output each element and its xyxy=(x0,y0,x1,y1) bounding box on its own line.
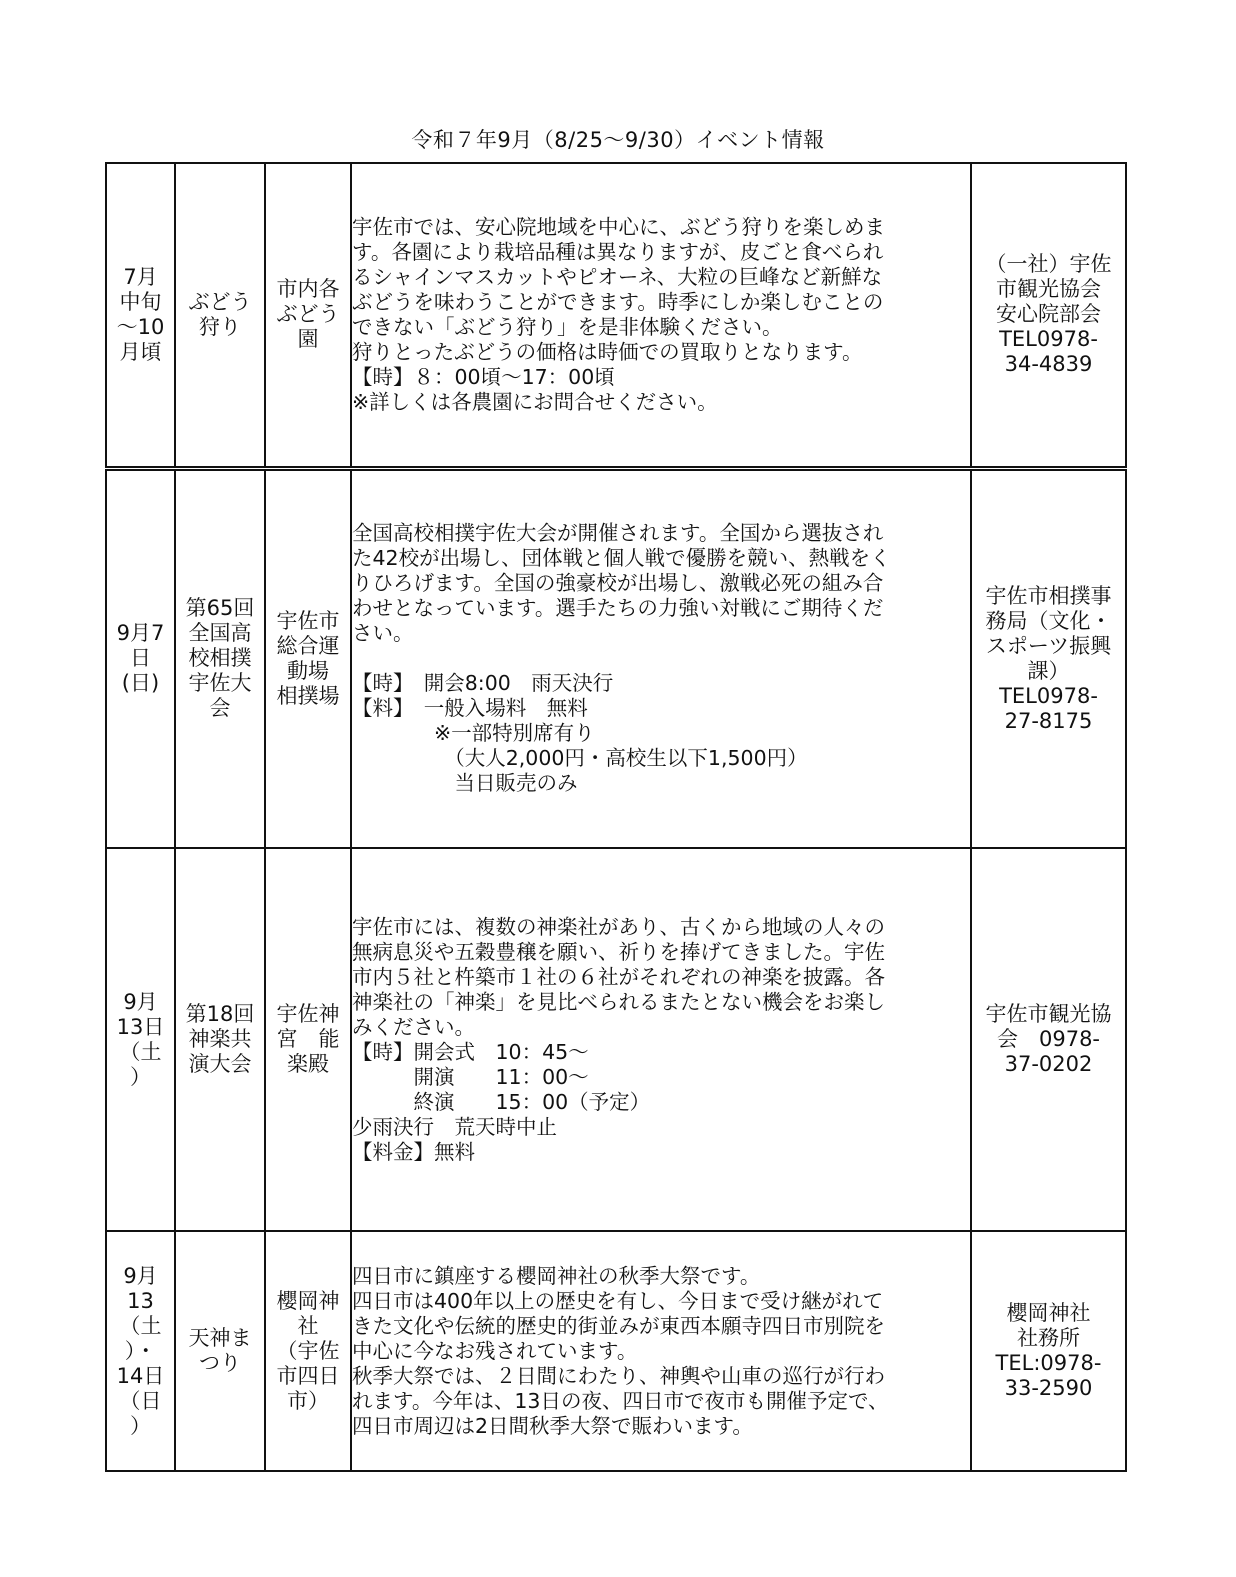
event-description-line: 終演 15：00（予定） xyxy=(352,1089,651,1114)
event-name-line: 会 xyxy=(209,696,231,721)
event-date-line: 中旬 xyxy=(119,289,162,314)
event-description-line: 無病息災や五穀豊穣を願い、祈りを捧げてきました。宇佐 xyxy=(352,939,885,964)
event-description-line: た42校が出場し、団体戦と個人戦で優勝を競い、熱戦をく xyxy=(352,546,891,571)
event-name-cell xyxy=(175,1231,265,1471)
event-description-cell xyxy=(351,848,971,1231)
event-description-line: 中心に今なお残されています。 xyxy=(352,1338,638,1363)
event-name-cell xyxy=(175,848,265,1231)
event-name-line: 校相撲 xyxy=(188,646,252,671)
event-description-line: りひろげます。全国の強豪校が出場し、激戦必死の組み合 xyxy=(352,571,884,596)
event-contact-cell xyxy=(971,163,1126,468)
event-venue-line: （宇佐 xyxy=(276,1338,340,1363)
event-name-line: 神楽共 xyxy=(188,1027,252,1051)
event-description-line: 宇佐市には、複数の神楽社があり、古くから地域の人々の xyxy=(352,914,885,939)
event-description-line: 【料】 一般入場料 無料 xyxy=(352,696,588,721)
event-description-line: す。各園により栽培品種は異なりますが、皮ごと食べられ xyxy=(352,239,884,264)
event-contact-line: 27-8175 xyxy=(1004,708,1093,733)
event-description-line: きた文化や伝統的歴史的街並みが東西本願寺四日市別院を xyxy=(352,1313,885,1338)
event-contact-line: 宇佐市相撲事 xyxy=(985,583,1112,608)
event-venue-cell xyxy=(265,468,351,848)
event-venue-line: 櫻岡神 xyxy=(276,1288,340,1313)
event-contact-line: 務局（文化・ xyxy=(985,608,1112,633)
event-date-line: 月頃 xyxy=(119,339,162,364)
event-description-line: （大人2,000円・高校生以下1,500円） xyxy=(352,746,808,771)
event-contact-cell xyxy=(971,468,1126,848)
event-contact-line: 櫻岡神社 xyxy=(1006,1301,1091,1325)
event-contact-line: 宇佐市観光協 xyxy=(985,1002,1112,1026)
event-description-line: できない「ぶどう狩り」を是非体験ください。 xyxy=(352,314,783,339)
event-description-line: 少雨決行 荒天時中止 xyxy=(352,1114,557,1139)
event-description-line: 狩りとったぶどうの価格は時価での買取りとなります。 xyxy=(352,339,863,364)
event-description-line: みください。 xyxy=(352,1014,475,1039)
event-description-line: 【時】開会式 10：45～ xyxy=(352,1039,589,1064)
event-name-cell xyxy=(175,163,265,468)
event-venue-line: 園 xyxy=(297,327,319,352)
event-date-line: 9月7 xyxy=(116,621,165,646)
event-venue-line: 市四日 xyxy=(276,1363,340,1388)
event-name-line: 第18回 xyxy=(185,1002,255,1026)
event-venue-line: 総合運 xyxy=(276,633,340,658)
event-venue-line: 市内各 xyxy=(276,277,340,302)
page-title: 令和７年9月（8/25～9/30）イベント情報 xyxy=(411,128,825,152)
event-date-cell xyxy=(106,163,175,468)
event-description-line: 四日市は400年以上の歴史を有し、今日まで受け継がれて xyxy=(352,1288,884,1313)
event-contact-line: TEL:0978- xyxy=(995,1351,1102,1375)
event-date-line: （日 xyxy=(119,1388,162,1413)
event-venue-line: 市） xyxy=(287,1388,329,1413)
event-description-line: ぶどうを味わうことができます。時季にしか楽しむことの xyxy=(352,289,884,314)
event-description-line: 秋季大祭では、２日間にわたり、神輿や山車の巡行が行わ xyxy=(352,1363,885,1388)
event-contact-line: TEL0978- xyxy=(999,683,1098,708)
event-contact-line: 課） xyxy=(1027,658,1070,683)
event-date-cell xyxy=(106,848,175,1231)
event-date-line: 13 xyxy=(127,1288,154,1313)
event-date-line: 日 xyxy=(130,646,151,671)
event-row xyxy=(106,848,1126,1231)
event-row xyxy=(106,1231,1126,1471)
event-venue-line: 相撲場 xyxy=(276,683,340,708)
event-date-cell xyxy=(106,468,175,848)
event-date-line: ）・ xyxy=(124,1338,157,1363)
event-contact-line: 安心院部会 xyxy=(996,302,1101,327)
event-contact-line: 37-0202 xyxy=(1004,1052,1093,1076)
event-date-line: 13日 xyxy=(116,1014,165,1039)
event-description-cell xyxy=(351,163,971,468)
event-description-line: 開演 11：00～ xyxy=(352,1064,589,1089)
event-description-cell xyxy=(351,468,971,848)
event-venue-cell xyxy=(265,848,351,1231)
event-date-line: ） xyxy=(130,1413,151,1438)
event-venue-line: 社 xyxy=(297,1313,319,1338)
event-venue-line: 宇佐市 xyxy=(276,608,340,633)
event-name-line: 演大会 xyxy=(188,1052,252,1076)
event-date-line: 14日 xyxy=(116,1363,165,1388)
event-description-line: 四日市に鎮座する櫻岡神社の秋季大祭です。 xyxy=(352,1263,761,1288)
event-name-line: ぶどう xyxy=(188,289,252,314)
event-venue-cell xyxy=(265,163,351,468)
event-contact-line: TEL0978- xyxy=(999,327,1098,352)
event-description-cell xyxy=(351,1231,971,1471)
event-date-line: （土 xyxy=(119,1039,162,1064)
event-description-line: 当日販売のみ xyxy=(352,771,578,796)
event-contact-line: 市観光協会 xyxy=(996,277,1101,302)
event-name-line: つり xyxy=(199,1351,241,1375)
event-description-line: 市内５社と杵築市１社の６社がそれぞれの神楽を披露。各 xyxy=(352,964,885,989)
event-description-line: 神楽社の「神楽」を見比べられるまたとない機会をお楽し xyxy=(352,989,885,1014)
event-venue-line: 動場 xyxy=(287,658,329,683)
event-date-line: 7月 xyxy=(123,264,158,289)
event-table xyxy=(105,162,1127,1472)
event-description-line: 【料金】無料 xyxy=(352,1139,475,1164)
event-date-line: (日) xyxy=(121,671,160,696)
event-name-line: 全国高 xyxy=(188,621,252,646)
event-contact-line: 会 0978- xyxy=(996,1027,1101,1051)
event-date-cell xyxy=(106,1231,175,1471)
event-contact-cell xyxy=(971,1231,1126,1471)
event-description-line: さい。 xyxy=(352,621,414,646)
event-name-line: 宇佐大 xyxy=(188,671,252,696)
event-name-cell xyxy=(175,468,265,848)
event-description-line: わせとなっています。選手たちの力強い対戦にご期待くだ xyxy=(352,596,884,621)
event-contact-line: （一社）宇佐 xyxy=(985,252,1112,277)
event-description-line: ※一部特別席有り xyxy=(352,721,595,746)
event-description-line xyxy=(352,646,970,671)
event-description-line: れます。今年は、13日の夜、四日市で夜市も開催予定で、 xyxy=(352,1388,889,1413)
event-description-line: 全国高校相撲宇佐大会が開催されます。全国から選抜され xyxy=(352,521,884,546)
event-description-line: るシャインマスカットやピオーネ、大粒の巨峰など新鮮な xyxy=(352,264,883,289)
event-description-line: 【時】 開会8:00 雨天決行 xyxy=(352,671,614,696)
event-row xyxy=(106,468,1126,848)
event-venue-line: ぶどう xyxy=(276,302,340,327)
event-contact-line: スポーツ振興 xyxy=(985,633,1112,658)
event-date-line: 9月 xyxy=(123,1263,158,1288)
event-description-line: 四日市周辺は2日間秋季大祭で賑わいます。 xyxy=(352,1413,753,1438)
event-name-line: 天神ま xyxy=(188,1326,252,1350)
event-venue-cell xyxy=(265,1231,351,1471)
event-name-line: 第65回 xyxy=(185,596,255,621)
event-date-line: 9月 xyxy=(123,989,158,1014)
event-venue-line: 宮 能 xyxy=(276,1027,340,1051)
event-venue-line: 宇佐神 xyxy=(276,1002,340,1026)
event-contact-line: 社務所 xyxy=(1017,1326,1080,1350)
event-contact-cell xyxy=(971,848,1126,1231)
event-name-line: 狩り xyxy=(199,314,241,339)
event-description-line: ※詳しくは各農園にお問合せください。 xyxy=(352,389,718,414)
event-date-line: （土 xyxy=(119,1313,162,1338)
event-row xyxy=(106,163,1126,468)
event-contact-line: 34-4839 xyxy=(1004,352,1093,377)
event-description-line: 【時】８：00頃～17：00頃 xyxy=(352,364,615,389)
event-date-line: ） xyxy=(130,1064,151,1089)
event-description-line: 宇佐市では、安心院地域を中心に、ぶどう狩りを楽しめま xyxy=(352,214,885,239)
event-venue-line: 楽殿 xyxy=(287,1052,329,1076)
event-contact-line: 33-2590 xyxy=(1004,1376,1093,1400)
event-date-line: ～10 xyxy=(116,314,165,339)
